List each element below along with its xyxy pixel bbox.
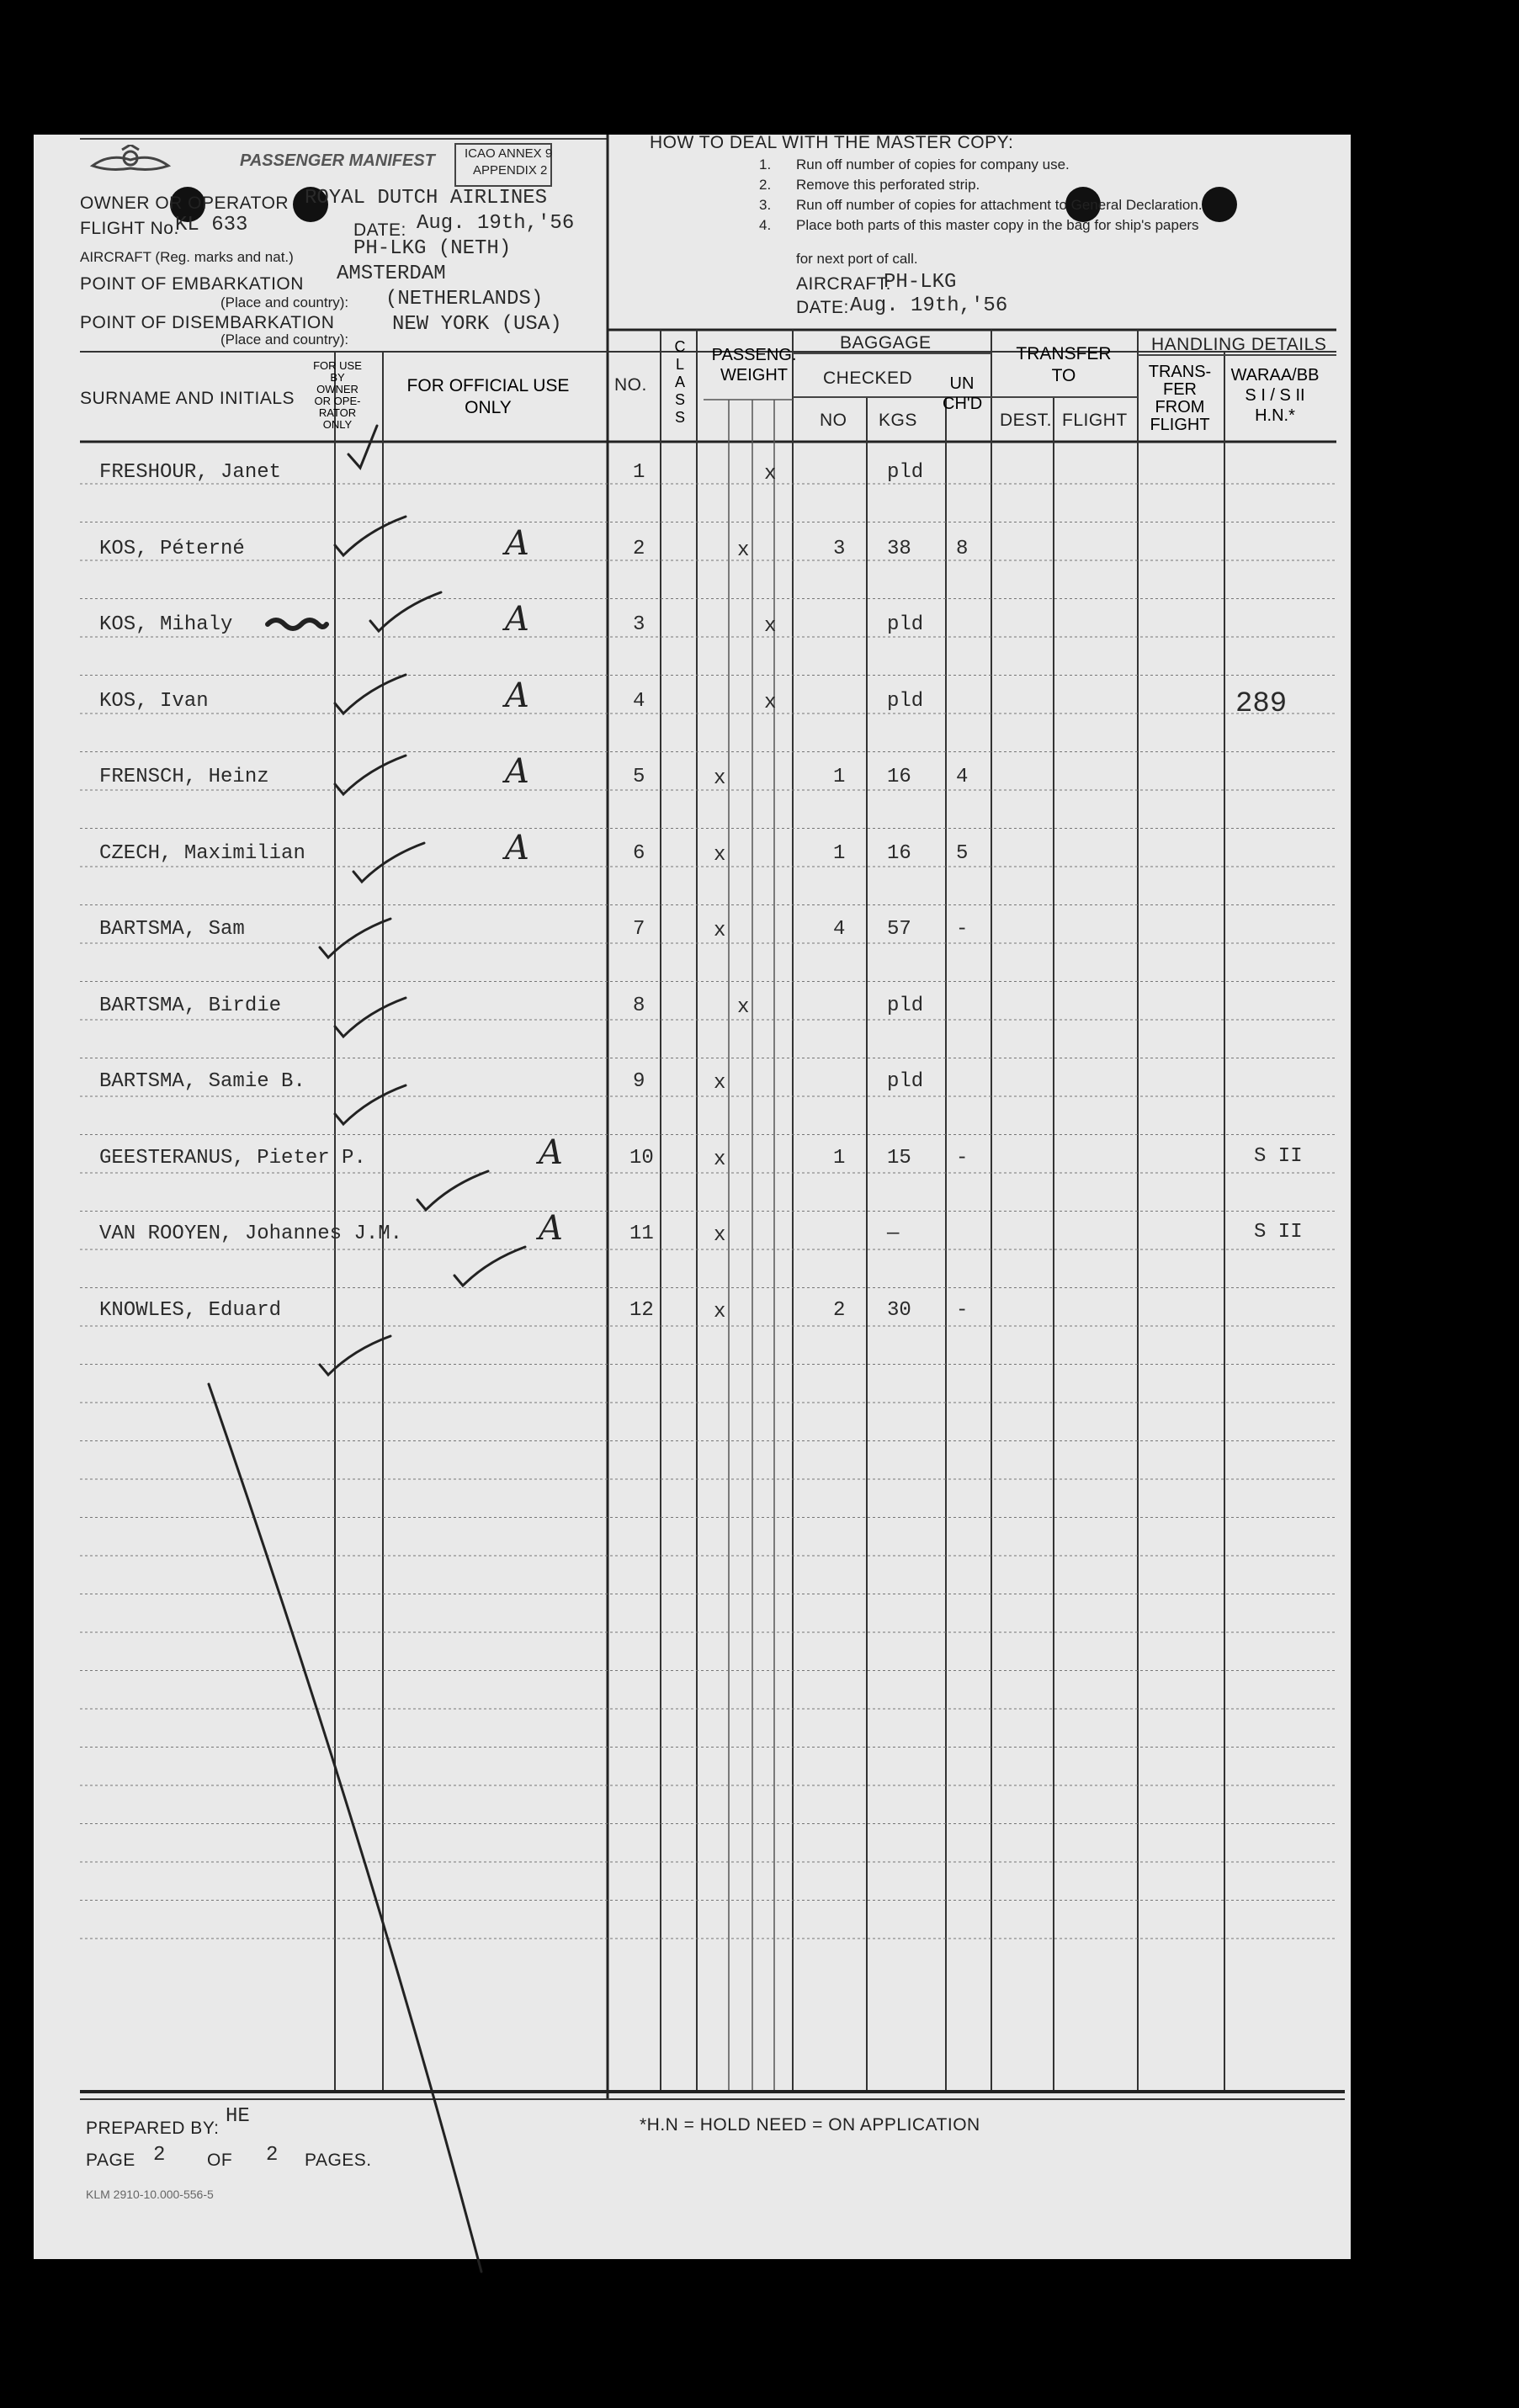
col-owner-line: OR OPE- (314, 395, 361, 407)
col-owner-line: OWNER (316, 383, 359, 395)
col-transfer-from-line: FROM (1155, 398, 1205, 416)
baggage-kgs: 16 (887, 766, 911, 788)
unchecked-count: - (956, 1147, 969, 1170)
pages-label: PAGES. (305, 2151, 372, 2170)
prepared-by-label: PREPARED BY: (86, 2119, 220, 2138)
page-value: 2 (153, 2144, 166, 2167)
col-class-line: S (674, 391, 685, 408)
passenger-name: BARTSMA, Sam (99, 918, 245, 941)
check-mark (353, 843, 424, 882)
col-transfer-line: TO (1051, 366, 1076, 385)
instructions-date-label: DATE: (796, 298, 849, 317)
instruction-text: Place both parts of this master copy in the bag for ship's papers (796, 217, 1199, 233)
baggage-kgs: 16 (887, 842, 911, 865)
official-mark: A (505, 524, 529, 563)
instruction-number: 3. (759, 197, 772, 213)
col-owner-line: BY (330, 371, 345, 384)
col-passenger-weight (704, 345, 805, 385)
handling-note: 289 (1235, 688, 1288, 720)
check-mark (335, 998, 406, 1037)
passenger-name: VAN ROOYEN, Johannes J.M. (99, 1223, 403, 1245)
instruction-4-continued: for next port of call. (796, 251, 918, 267)
col-unchd-line: UN (949, 374, 975, 393)
unchecked-count: 4 (956, 766, 969, 788)
aircraft-value: PH-LKG (NETH) (353, 237, 512, 260)
col-transfer-from-flight (1139, 363, 1220, 434)
official-mark: A (505, 829, 529, 867)
passenger-name: FRESHOUR, Janet (99, 461, 282, 484)
of-value: 2 (266, 2144, 279, 2167)
passenger-name: FRENSCH, Heinz (99, 766, 269, 788)
col-handling-details: HANDLING DETAILS (1151, 335, 1327, 354)
check-mark (417, 1171, 488, 1210)
col-transfer-line: TRANSFER (1016, 344, 1112, 363)
instructions-title: HOW TO DEAL WITH THE MASTER COPY: (650, 133, 1014, 152)
col-class-line: L (675, 356, 684, 373)
official-mark: A (505, 600, 529, 639)
check-mark (320, 1336, 390, 1375)
passenger-name: KOS, Mihaly (99, 613, 233, 636)
weight-mark-1: x (737, 539, 750, 562)
disembarkation-label: POINT OF DISEMBARKATION (80, 313, 335, 332)
col-official-use (387, 375, 589, 419)
col-owner-line: FOR USE (313, 359, 362, 372)
instruction-number: 4. (759, 217, 772, 233)
weight-mark-1: x (714, 1148, 726, 1171)
baggage-count: 1 (833, 842, 846, 865)
klm-crown-logo (88, 145, 173, 187)
date-label: DATE: (353, 220, 406, 240)
annex-line2: APPENDIX 2 (473, 163, 548, 178)
weight-mark-2: x (764, 692, 777, 714)
check-mark (454, 1247, 525, 1286)
aircraft-label: AIRCRAFT (Reg. marks and nat.) (80, 249, 294, 265)
unchecked-count: 5 (956, 842, 969, 865)
col-transfer-to (998, 343, 1129, 387)
passenger-number: 2 (633, 538, 645, 560)
passenger-number: 1 (633, 461, 645, 484)
baggage-kgs: pld (887, 461, 924, 484)
col-waraa-line: WARAA/BB (1230, 366, 1320, 385)
passenger-number: 7 (633, 918, 645, 941)
baggage-count: 4 (833, 918, 846, 941)
place-country-label: (Place and country): (220, 294, 349, 310)
official-mark: A (505, 676, 529, 715)
owner-label: OWNER OR OPERATOR (80, 194, 289, 213)
col-dest: DEST. (1000, 411, 1053, 430)
col-passeng-line: PASSENG. (711, 346, 797, 364)
unchecked-count: - (956, 918, 969, 941)
col-owner-use (305, 360, 370, 431)
official-mark: A (505, 752, 529, 791)
passenger-number: 12 (629, 1299, 654, 1322)
passenger-number: 8 (633, 994, 645, 1017)
baggage-kgs: 15 (887, 1147, 911, 1170)
form-title: PASSENGER MANIFEST (240, 151, 435, 170)
col-transfer-from-line: TRANS- (1148, 363, 1212, 381)
baggage-kgs: pld (887, 690, 924, 713)
col-passeng-line: WEIGHT (720, 366, 788, 385)
hold-need-note: *H.N = HOLD NEED = ON APPLICATION (640, 2115, 980, 2135)
baggage-count: 3 (833, 538, 846, 560)
instructions-date-value: Aug. 19th,'56 (850, 294, 1008, 317)
annex-line1: ICAO ANNEX 9 (465, 146, 553, 161)
col-no: NO. (614, 375, 647, 395)
instructions-aircraft-value: PH-LKG (884, 271, 957, 294)
check-mark (335, 1085, 406, 1124)
weight-mark-2: x (764, 463, 777, 485)
passenger-name: KNOWLES, Eduard (99, 1299, 282, 1322)
weight-mark-1: x (737, 996, 750, 1019)
baggage-count: 1 (833, 1147, 846, 1170)
col-surname: SURNAME AND INITIALS (80, 389, 295, 408)
weight-mark-1: x (714, 1301, 726, 1323)
baggage-count: 1 (833, 766, 846, 788)
col-class-line: A (674, 374, 685, 390)
disembarkation-value: NEW YORK (USA) (392, 313, 562, 336)
col-transfer-from-line: FLIGHT (1150, 416, 1210, 434)
weight-mark-1: x (714, 767, 726, 790)
instruction-text: Remove this perforated strip. (796, 177, 980, 193)
instruction-text: Run off number of copies for attachment to General Declaration. (796, 197, 1203, 213)
col-unchd-line: CH'D (943, 395, 983, 413)
col-class (670, 338, 690, 427)
baggage-kgs: — (887, 1223, 900, 1245)
weight-mark-2: x (764, 615, 777, 638)
weight-mark-1: x (714, 1224, 726, 1247)
baggage-kgs: pld (887, 994, 924, 1017)
prepared-by-value: HE (226, 2105, 250, 2128)
page-label: PAGE (86, 2151, 135, 2170)
passenger-name: BARTSMA, Samie B. (99, 1070, 305, 1093)
passenger-number: 4 (633, 690, 645, 713)
passenger-number: 5 (633, 766, 645, 788)
passenger-number: 3 (633, 613, 645, 636)
passenger-name: KOS, Ivan (99, 690, 209, 713)
official-mark: A (539, 1133, 563, 1172)
check-mark (370, 592, 441, 631)
col-kgs: KGS (879, 411, 917, 430)
weight-mark-1: x (714, 920, 726, 942)
flight-value: KL 633 (175, 214, 248, 236)
form-code: KLM 2910-10.000-556-5 (86, 2188, 214, 2201)
col-baggage: BAGGAGE (840, 333, 932, 353)
passenger-name: CZECH, Maximilian (99, 842, 305, 865)
col-bag-no: NO (820, 411, 847, 430)
col-class-line: S (674, 409, 685, 426)
of-label: OF (207, 2151, 233, 2170)
weight-mark-1: x (714, 844, 726, 867)
col-waraa-hn (1225, 365, 1325, 426)
baggage-kgs: pld (887, 1070, 924, 1093)
owner-value: ROYAL DUTCH AIRLINES (305, 187, 548, 210)
baggage-kgs: pld (887, 613, 924, 636)
check-mark (335, 675, 406, 713)
instructions-aircraft-label: AIRCRAFT: (796, 274, 892, 294)
official-mark: A (539, 1209, 563, 1248)
passenger-number: 10 (629, 1147, 654, 1170)
unchecked-count: 8 (956, 538, 969, 560)
col-official-line: ONLY (465, 398, 512, 417)
col-transfer-from-line: FER (1163, 380, 1197, 399)
passenger-name: GEESTERANUS, Pieter P. (99, 1147, 366, 1170)
check-mark (348, 426, 377, 468)
col-class-line: C (674, 338, 686, 355)
flight-label: FLIGHT No. (80, 219, 179, 238)
instruction-number: 1. (759, 156, 772, 172)
passenger-name: KOS, Péterné (99, 538, 245, 560)
instruction-text: Run off number of copies for company use. (796, 156, 1070, 172)
redaction-scribble (268, 620, 327, 629)
col-owner-line: ONLY (322, 418, 353, 431)
baggage-kgs: 38 (887, 538, 911, 560)
col-waraa-line: S I / S II (1245, 386, 1305, 405)
col-flight: FLIGHT (1062, 411, 1128, 430)
col-unchecked (943, 374, 981, 414)
instruction-number: 2. (759, 177, 772, 193)
handling-note: S II (1254, 1145, 1303, 1168)
baggage-kgs: 57 (887, 918, 911, 941)
embarkation-value: AMSTERDAM (337, 263, 446, 285)
passenger-number: 11 (629, 1223, 654, 1245)
passenger-number: 6 (633, 842, 645, 865)
passenger-number: 9 (633, 1070, 645, 1093)
embarkation-country: (NETHERLANDS) (385, 288, 544, 310)
passenger-name: BARTSMA, Birdie (99, 994, 282, 1017)
date-value: Aug. 19th,'56 (417, 212, 575, 235)
baggage-count: 2 (833, 1299, 846, 1322)
col-waraa-line: H.N.* (1255, 406, 1295, 425)
col-official-line: FOR OFFICIAL USE (406, 376, 570, 395)
embarkation-label: POINT OF EMBARKATION (80, 274, 304, 294)
handling-note: S II (1254, 1221, 1303, 1244)
check-mark (335, 756, 406, 794)
baggage-kgs: 30 (887, 1299, 911, 1322)
check-mark (320, 919, 390, 957)
col-checked: CHECKED (823, 369, 913, 388)
place-country-label-2: (Place and country): (220, 331, 349, 347)
unchecked-count: - (956, 1299, 969, 1322)
col-owner-line: RATOR (318, 406, 357, 419)
weight-mark-1: x (714, 1072, 726, 1095)
